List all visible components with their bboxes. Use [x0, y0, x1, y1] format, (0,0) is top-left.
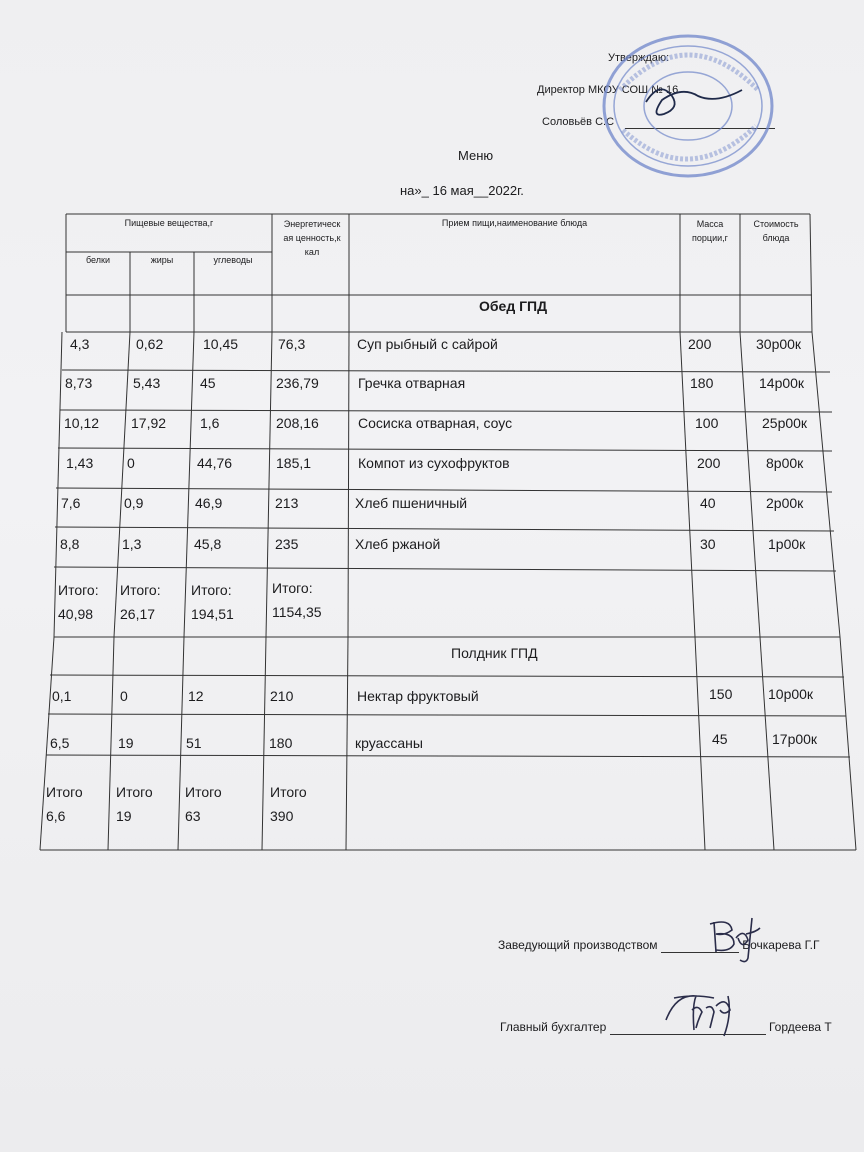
total-value: 19 — [116, 808, 132, 824]
cell-mass: 150 — [709, 686, 733, 702]
cell-protein: 6,5 — [50, 735, 70, 751]
cell-mass: 30 — [700, 536, 716, 552]
cell-dish: Хлеб пшеничный — [355, 495, 468, 511]
cell-dish: Хлеб ржаной — [355, 536, 441, 552]
cell-carbs: 1,6 — [200, 415, 220, 431]
cell-price: 10р00к — [768, 686, 814, 702]
cell-energy: 180 — [269, 735, 293, 751]
total-fat — [120, 578, 161, 626]
total-label: Итого: — [58, 582, 99, 598]
total-value: 26,17 — [120, 606, 156, 622]
production-signature-mark — [700, 912, 770, 964]
cell-energy: 210 — [270, 688, 294, 704]
total-label: Итого — [185, 784, 222, 800]
header-energy: Энергетическая ценность,ккал — [283, 219, 341, 257]
director-title: Директор МКОУ СОШ № 16 — [537, 84, 679, 96]
cell-price: 17р00к — [772, 731, 818, 747]
cell-carbs: 46,9 — [195, 495, 223, 511]
cell-mass: 45 — [712, 731, 728, 747]
cell-fat: 0,62 — [136, 336, 164, 352]
cell-price: 25р00к — [762, 415, 808, 431]
cell-mass: 40 — [700, 495, 716, 511]
header-nutrients: Пищевые вещества,г — [124, 218, 214, 228]
total-energy — [272, 576, 322, 624]
total-label: Итого: — [191, 582, 232, 598]
total-protein — [46, 780, 83, 828]
director-name: Соловьёв С.С — [542, 116, 615, 128]
accountant-role: Главный бухгалтер — [500, 1020, 607, 1034]
header-carbs: углеводы — [213, 255, 253, 265]
cell-energy: 236,79 — [276, 375, 319, 391]
accountant-name: Гордеева Т — [768, 1020, 832, 1034]
cell-energy: 213 — [275, 495, 299, 511]
menu-date: на»_ 16 мая__2022г. — [400, 183, 524, 198]
cell-carbs: 10,45 — [203, 336, 239, 352]
cell-energy: 76,3 — [278, 336, 306, 352]
total-label: Итого — [116, 784, 153, 800]
total-value: 40,98 — [58, 606, 94, 622]
total-value: 63 — [185, 808, 201, 824]
cell-carbs: 45,8 — [194, 536, 222, 552]
cell-mass: 200 — [688, 336, 712, 352]
cell-dish: Сосиска отварная, соус — [358, 415, 513, 431]
total-label: Итого — [46, 784, 83, 800]
cell-dish: Компот из сухофруктов — [358, 455, 510, 471]
lunch-section-title: Обед ГПД — [479, 298, 548, 314]
cell-price: 30р00к — [756, 336, 802, 352]
cell-price: 1р00к — [768, 536, 806, 552]
production-role: Заведующий производством — [498, 938, 658, 952]
cell-fat: 19 — [118, 735, 134, 751]
cell-protein: 7,6 — [61, 495, 81, 511]
header-mass: Масса порции,г — [692, 219, 728, 243]
cell-price: 2р00к — [766, 495, 804, 511]
cell-energy: 235 — [275, 536, 299, 552]
snack-section-title: Полдник ГПД — [451, 645, 538, 661]
production-signature-line — [498, 938, 819, 953]
cell-dish: Суп рыбный с сайрой — [357, 336, 498, 352]
approve-label: Утверждаю: — [608, 52, 670, 64]
cell-fat: 0 — [127, 455, 135, 471]
cell-price: 14р00к — [759, 375, 805, 391]
total-energy — [270, 780, 307, 828]
production-name: Бочкарева Г.Г — [742, 938, 820, 952]
cell-fat: 5,43 — [133, 375, 161, 391]
total-label: Итого: — [272, 580, 313, 596]
cell-fat: 17,92 — [131, 415, 167, 431]
total-carbs — [185, 780, 222, 828]
cell-dish: Нектар фруктовый — [357, 688, 479, 704]
total-fat — [116, 780, 153, 828]
cell-mass: 200 — [697, 455, 721, 471]
cell-carbs: 12 — [188, 688, 204, 704]
cell-protein: 1,43 — [66, 455, 94, 471]
total-protein — [58, 578, 99, 626]
cell-carbs: 51 — [186, 735, 202, 751]
cell-protein: 0,1 — [52, 688, 72, 704]
total-value: 1154,35 — [272, 604, 322, 620]
total-label: Итого — [270, 784, 307, 800]
cell-protein: 8,73 — [65, 375, 93, 391]
cell-dish: круассаны — [355, 735, 423, 751]
header-price: Стоимость блюда — [753, 219, 799, 243]
cell-protein: 10,12 — [64, 415, 100, 431]
header-dish: Прием пищи,наименование блюда — [441, 218, 588, 228]
cell-mass: 180 — [690, 375, 714, 391]
cell-energy: 208,16 — [276, 415, 319, 431]
cell-fat: 0 — [120, 688, 128, 704]
page-title: Меню — [458, 148, 494, 163]
cell-price: 8р00к — [766, 455, 804, 471]
header-fat: жиры — [150, 255, 174, 265]
total-value: 6,6 — [46, 808, 66, 824]
cell-protein: 8,8 — [60, 536, 80, 552]
cell-energy: 185,1 — [276, 455, 312, 471]
cell-carbs: 45 — [200, 375, 216, 391]
cell-fat: 0,9 — [124, 495, 144, 511]
cell-mass: 100 — [695, 415, 719, 431]
total-value: 194,51 — [191, 606, 234, 622]
cell-dish: Гречка отварная — [358, 375, 466, 391]
total-carbs — [191, 578, 234, 626]
accountant-signature-mark — [662, 990, 752, 1040]
cell-fat: 1,3 — [122, 536, 142, 552]
cell-protein: 4,3 — [70, 336, 90, 352]
cell-carbs: 44,76 — [197, 455, 233, 471]
total-value: 390 — [270, 808, 294, 824]
total-label: Итого: — [120, 582, 161, 598]
header-protein: белки — [86, 255, 110, 265]
